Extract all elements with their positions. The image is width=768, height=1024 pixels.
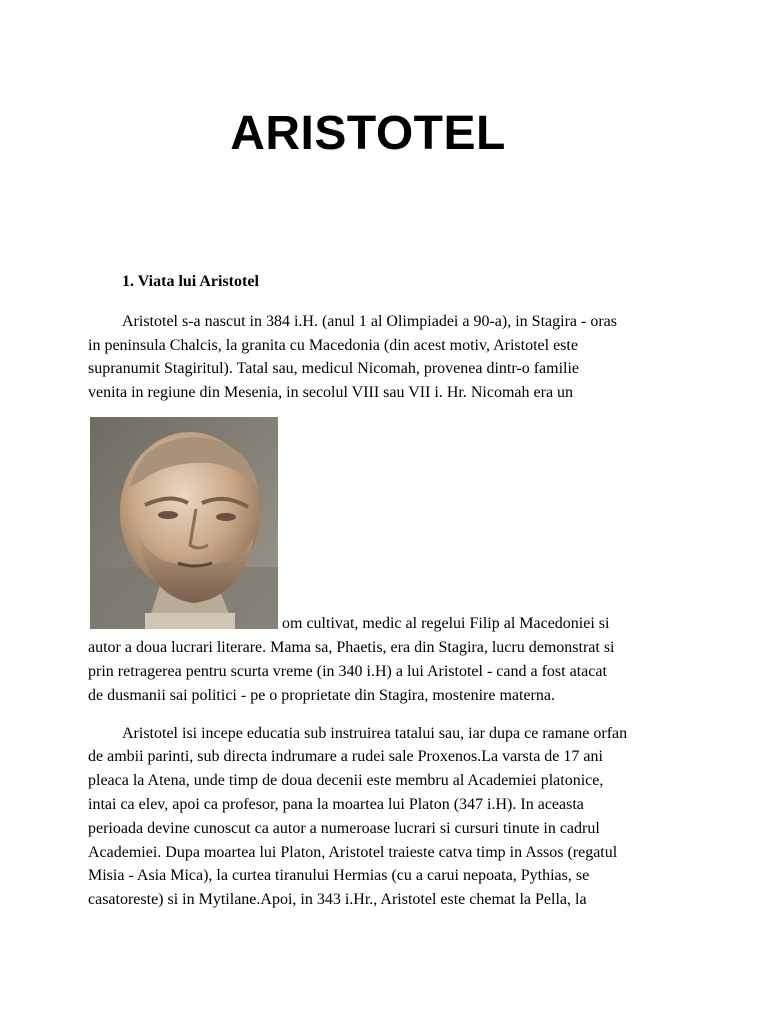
text-line: intai ca elev, apoi ca profesor, pana la moartea lui Platon (347 i.H). In aceasta: [88, 796, 584, 813]
text-line: casatoreste) si in Mytilane.Apoi, in 343 i.Hr., Aristotel este chemat la Pella, la: [88, 891, 587, 908]
text-line: supranumit Stagiritul). Tatal sau, medicul Nicomah, provenea dintr-o familie: [88, 360, 580, 377]
text-line: om cultivat, medic al regelui Filip al Macedoniei si: [282, 615, 610, 632]
text-line: pleaca la Atena, unde timp de doua decenii este membru al Academiei platonice,: [88, 772, 604, 789]
text-line: Aristotel s-a nascut in 384 i.H. (anul 1 al Olimpiadei a 90-a), in Stagira - oras: [122, 313, 617, 330]
text-line: Misia - Asia Mica), la curtea tiranului Hermias (cu a carui nepoata, Pythias, se: [88, 867, 590, 884]
text-line: perioada devine cunoscut ca autor a numeroase lucrari si cursuri tinute in cadrul: [88, 820, 600, 837]
text-line: de dusmanii sai politici - pe o proprietate din Stagira, mostenire materna.: [88, 687, 555, 704]
text-line: Aristotel isi incepe educatia sub instruirea tatalui sau, iar dupa ce ramane orfan: [122, 725, 628, 742]
document-title: ARISTOTEL: [230, 107, 506, 160]
text-line: autor a doua lucrari literare. Mama sa, Phaetis, era din Stagira, lucru demonstrat si: [88, 639, 615, 656]
text-line: Academiei. Dupa moartea lui Platon, Aristotel traieste catva timp in Assos (regatul: [88, 844, 618, 861]
aristotle-bust-image: [90, 417, 278, 629]
text-line: in peninsula Chalcis, la granita cu Macedonia (din acest motiv, Aristotel este: [88, 337, 578, 354]
text-line: prin retragerea pentru scurta vreme (in 340 i.H) a lui Aristotel - cand a fost atacat: [88, 663, 607, 680]
section-heading: 1. Viata lui Aristotel: [122, 273, 259, 290]
text-line: de ambii parinti, sub directa indrumare a rudei sale Proxenos.La varsta de 17 ani: [88, 748, 603, 765]
text-line: venita in regiune din Mesenia, in secolul VIII sau VII i. Hr. Nicomah era un: [88, 384, 574, 401]
